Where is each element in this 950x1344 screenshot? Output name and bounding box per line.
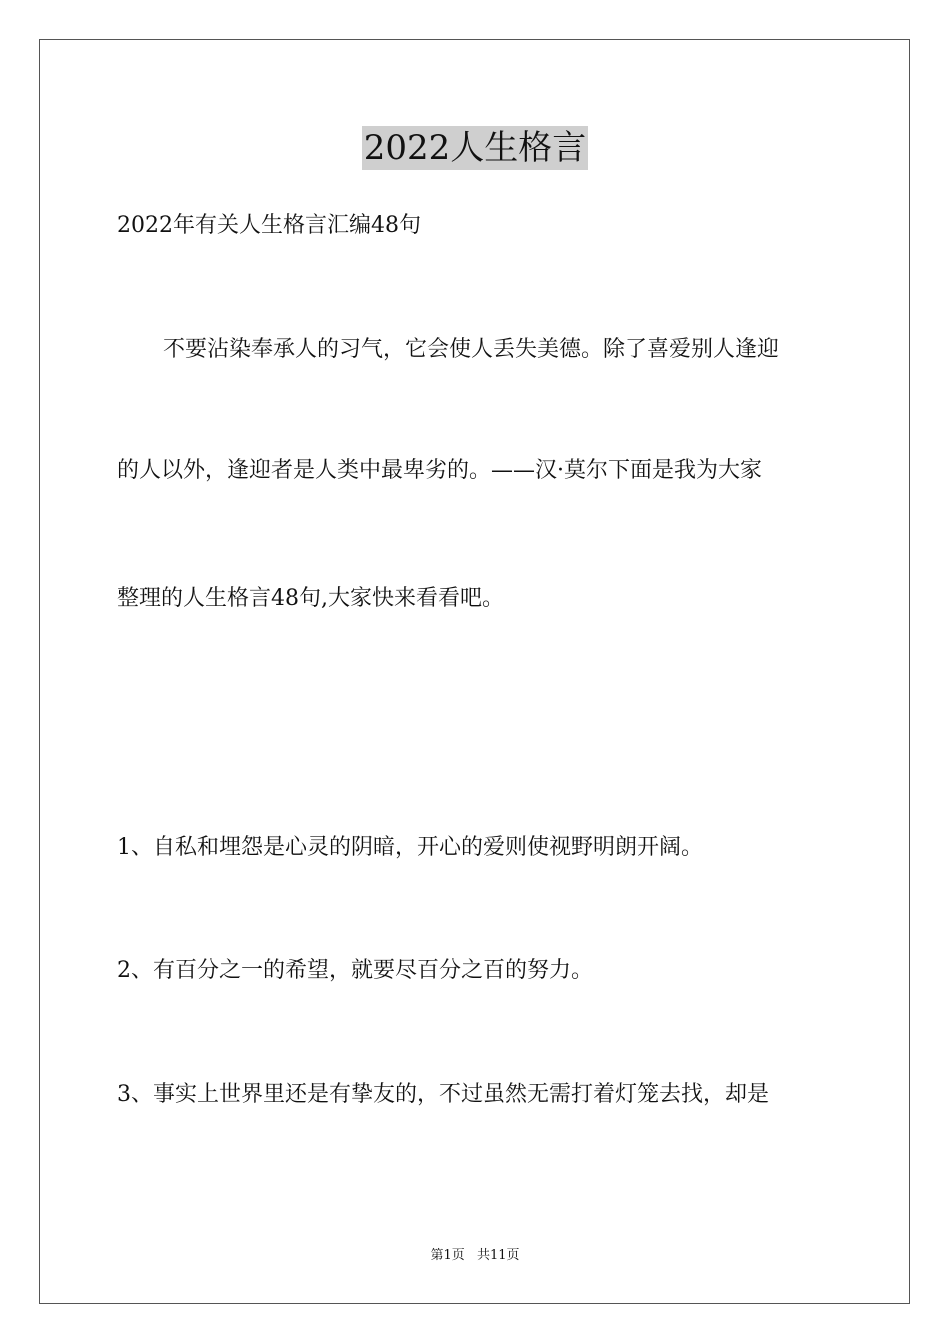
page-number: 第1页 — [430, 1248, 465, 1263]
page-footer — [0, 1247, 950, 1265]
intro-line-1: 不要沾染奉承人的习气，它会使人丢失美德。除了喜爱别人逢迎 — [163, 337, 780, 362]
document-subtitle: 2022年有关人生格言汇编48句 — [117, 213, 421, 238]
intro-line-2: 的人以外，逢迎者是人类中最卑劣的。——汉·莫尔下面是我为大家 — [117, 458, 762, 483]
title-container — [0, 126, 950, 170]
list-item: 1、自私和埋怨是心灵的阴暗，开心的爱则使视野明朗开阔。 — [117, 835, 703, 860]
intro-line-3: 整理的人生格言48句,大家快来看看吧。 — [117, 586, 504, 611]
page-total: 共11页 — [476, 1248, 520, 1263]
list-item: 2、有百分之一的希望，就要尽百分之百的努力。 — [117, 958, 593, 983]
document-title: 2022人生格言 — [363, 128, 587, 168]
list-item: 3、事实上世界里还是有挚友的，不过虽然无需打着灯笼去找，却是 — [117, 1082, 769, 1107]
